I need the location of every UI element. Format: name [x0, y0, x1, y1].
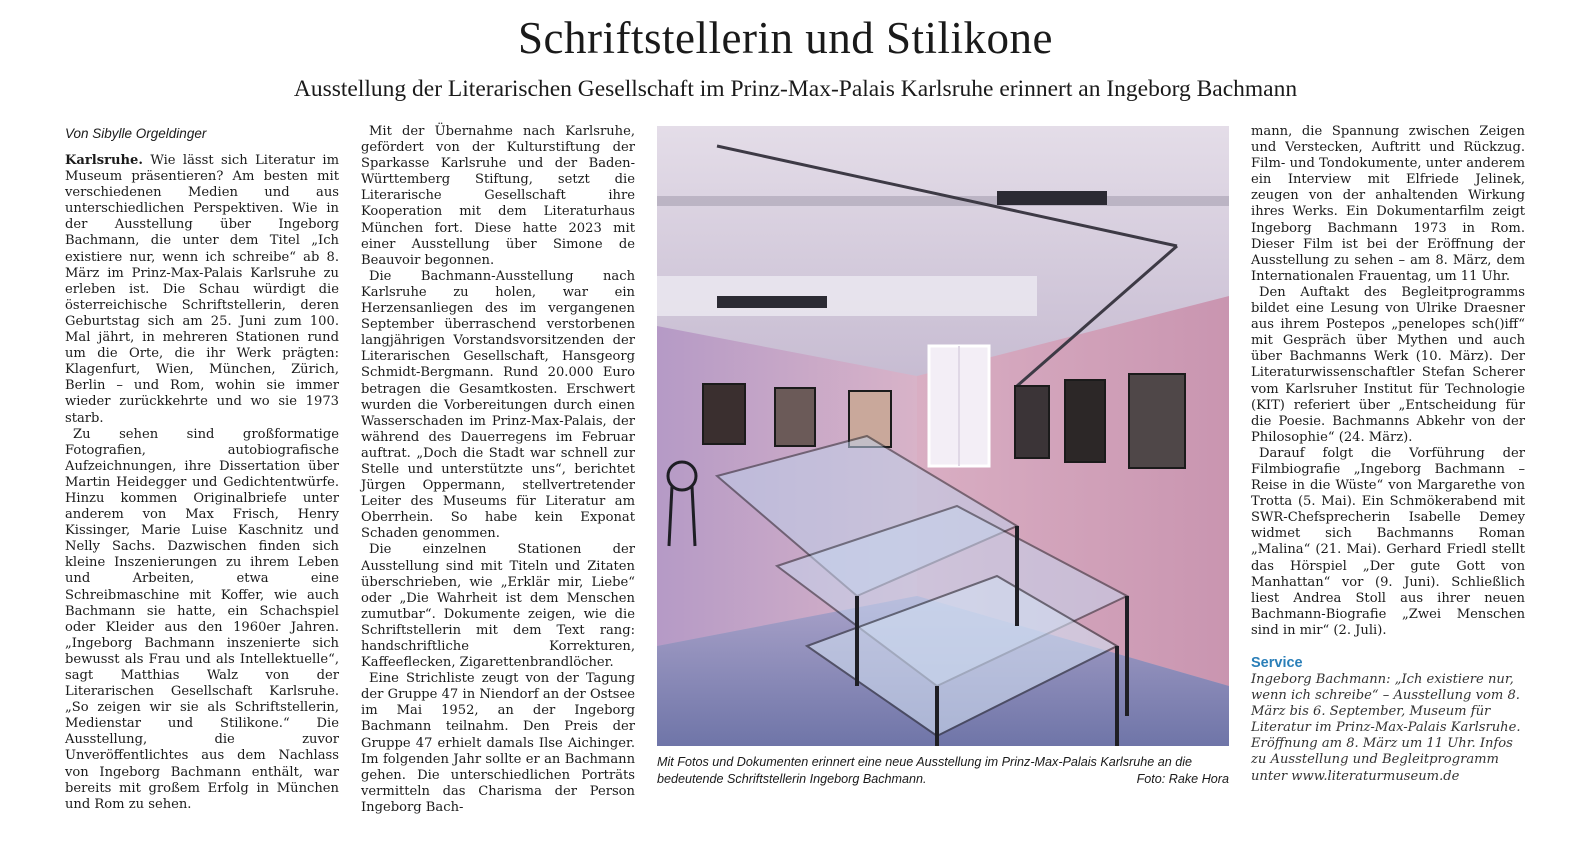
dateline: Karlsruhe.: [65, 153, 143, 168]
paragraph: Eine Strichliste zeugt von der Tagung der Gruppe 47 in Niendorf an der Ostsee im Mai 1952, an der Ingeborg Bachmann teilnahm. Den Preis der Gruppe 47 erhielt damals Ilse Aichinger. Im folgenden Jahr sollte er an Bachmann gehen. Die unterschiedlichen Porträts vermitteln das Charisma der Person Ingeborg Bach-: [361, 671, 635, 815]
service-heading: Service: [1251, 655, 1303, 671]
byline: Von Sibylle Orgeldinger: [65, 126, 207, 141]
headline: Schriftstellerin und Stilikone: [518, 13, 1053, 63]
paragraph: Die Bachmann-Ausstellung nach Karlsruhe zu holen, war ein Herzensanliegen des im vergangenen September überraschend verstorbenen langjährigen Vorstandsvorsitzenden der Literarischen Gesellschaft, Hansgeorg Schmidt-Bergmann. Rund 20.000 Euro betragen die Gesamtkosten. Erschwert wurden die Vorbereitungen durch einen Wasserschaden im Prinz-Max-Palais, der während des Dauerregens im Februar auftrat. „Doch die Stadt war schnell zur Stelle und unterstützte uns“, berichtet Jürgen Oppermann, stellvertretender Leiter des Museums für Literatur am Oberrhein. So habe kein Exponat Schaden genommen.: [361, 268, 635, 542]
service-text: Ingeborg Bachmann: „Ich existiere nur, wenn ich schreibe“ – Ausstellung vom 8. März bis 6. September, Museum für Literatur im Prinz-Max-Palais Karlsruhe. Eröffnung am 8. März um 11 Uhr. Infos zu Ausstellung und Begleitprogramm unter www.literaturmuseum.de: [1251, 672, 1521, 784]
paragraph: mann, die Spannung zwischen Zeigen und Verstecken, Auftritt und Rückzug. Film- und Tondokumente, unter anderem ein Interview mit Elfriede Jelinek, zeugen von der anhaltenden Wirkung ihres Werks. Ein Dokumentarfilm zeigt Ingeborg Bachmann 1973 in Rom. Dieser Film ist bei der Eröffnung der Ausstellung zu sehen – am 8. März, dem Internationalen Frauentag, um 11 Uhr.: [1251, 124, 1525, 284]
paragraph: [65, 153, 339, 427]
photo-caption: [657, 754, 1229, 788]
exhibition-photo: [657, 126, 1229, 746]
paragraph: Den Auftakt des Begleitprogramms bildet eine Lesung von Ulrike Draesner aus ihrem Postepos „penelopes sch()iff“ mit Gespräch über Mythen und auch über Bachmanns Werk (10. März). Der Literaturwissenschaftler Stefan Scherer vom Karlsruher Institut für Technologie (KIT) referiert über „Entscheidung für die Poesie. Bachmanns Abkehr von der Philosophie“ (24. März).: [1251, 284, 1525, 445]
paragraph: Darauf folgt die Vorführung der Filmbiografie „Ingeborg Bachmann – Reise in die Wüste“ von Margarethe von Trotta (5. Mai). Ein Schmökerabend mit SWR-Chefsprecherin Isabelle Demey widmet sich Bachmanns Roman „Malina“ (21. Mai). Gerhard Friedl stellt das Hörspiel „Der gute Gott von Manhattan“ vor (9. Juni). Schließlich liest Andrea Stoll aus ihrer neuen Bachmann-Biografie „Zwei Menschen sind in mir“ (2. Juli).: [1251, 445, 1525, 638]
paragraph: Zu sehen sind großformatige Fotografien, autobiografische Aufzeichnungen, ihre Dissertation über Martin Heidegger und Gedichtentwürfe. Hinzu kommen Originalbriefe unter anderem von Max Frisch, Henry Kissinger, Marie Luise Kaschnitz und Nelly Sachs. Dazwischen finden sich kleine Inszenierungen zu ihrem Leben und Arbeiten, etwa eine Schreibmaschine mit Koffer, wie auch Bachmann sie hatte, ein Schachspiel oder Kleider aus den 1960er Jahren. „Ingeborg Bachmann inszenierte sich bewusst als Frau und als Intellektuelle“, sagt Matthias Walz von der Literarischen Gesellschaft Karlsruhe. „So zeigen wir sie als Schriftstellerin, Medienstar und Stilikone.“ Die Ausstellung, die zuvor Unveröffentlichtes aus dem Nachlass von Ingeborg Bachmann enthält, war bereits mit großem Erfolg in München und Rom zu sehen.: [65, 426, 339, 812]
paragraph-text: Wie lässt sich Literatur im Museum präsentieren? Am besten mit verschiedenen Medien und aus unterschiedlichen Perspektiven. Wie in der Ausstellung über Ingeborg Bachmann, die unter dem Titel „Ich existiere nur, wenn ich schreibe“ ab 8. März im Prinz-Max-Palais Karlsruhe zu erleben ist. Die Schau würdigt die österreichische Schriftstellerin, deren Geburtstag sich am 25. Juni zum 100. Mal jährt, in mehreren Stationen rund um die Orte, die ihr Werk prägten: Klagenfurt, Wien, München, Zürich, Berlin – und Rom, wohin sie immer wieder zurückkehrte und wo sie 1973 starb.: [65, 153, 339, 426]
exhibition-room-illustration: [657, 126, 1229, 746]
article-column-2: [361, 124, 635, 816]
article-column-1: [65, 126, 339, 813]
article-column-4: [1251, 124, 1525, 785]
caption-text: Mit Fotos und Dokumenten erinnert eine neue Ausstellung im Prinz-Max-Palais Karlsruhe an die bedeutende Schriftstellerin Ingeborg Bachmann.: [657, 755, 1193, 786]
photo-credit: Foto: Rake Hora: [1136, 772, 1229, 786]
paragraph: Mit der Übernahme nach Karlsruhe, gefördert von der Kulturstiftung der Sparkasse Karlsruhe und der Baden-Württemberg Stiftung, setzt die Literarische Gesellschaft ihre Kooperation mit dem Literaturhaus München fort. Diese hatte 2023 mit einer Ausstellung über Simone de Beauvoir begonnen.: [361, 124, 635, 268]
subheadline: Ausstellung der Literarischen Gesellschaft im Prinz-Max-Palais Karlsruhe erinnert an Ingeborg Bachmann: [293, 76, 1298, 102]
paragraph: Die einzelnen Stationen der Ausstellung sind mit Titeln und Zitaten überschrieben, wie „Erklär mir, Liebe“ oder „Die Wahrheit ist dem Menschen zumutbar“. Dokumente zeigen, wie die Schriftstellerin mit dem Text rang: handschriftliche Korrekturen, Kaffeeflecken, Zigarettenbrandlöcher.: [361, 542, 635, 671]
